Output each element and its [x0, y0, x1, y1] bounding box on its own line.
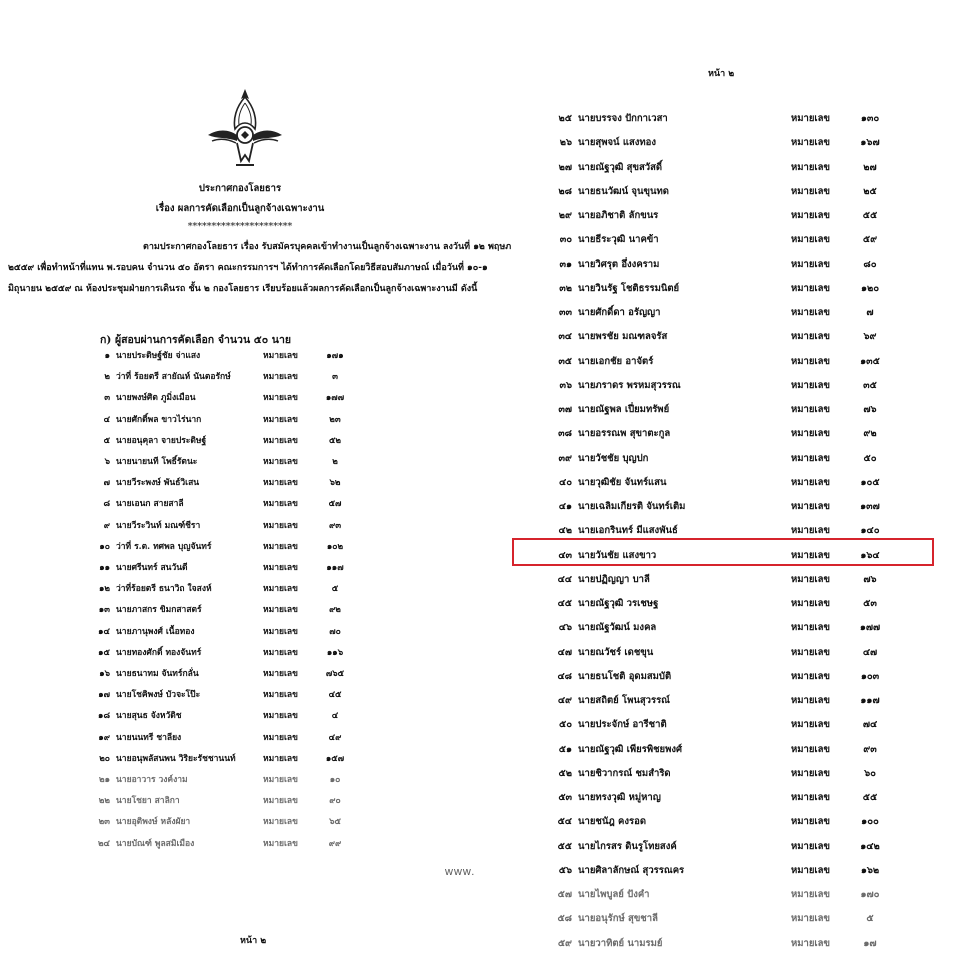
row-number: ๑๑: [99, 563, 110, 573]
position-label: หมายเลข: [791, 331, 830, 343]
candidate-name: นายอนุคุลา จายประดิษฐ์: [116, 435, 207, 446]
position-label: หมายเลข: [263, 838, 298, 849]
position-label: หมายเลข: [791, 258, 830, 270]
position-label: หมายเลข: [263, 563, 298, 573]
candidate-name: นายอรรณพ สุขาตะกูล: [578, 428, 671, 440]
order-number: ๑๓๐: [860, 113, 880, 124]
candidate-name: นายภราดร พรหมสุวรรณ: [578, 379, 681, 391]
garuda-emblem-icon: [200, 85, 290, 175]
position-label: หมายเลข: [791, 646, 830, 658]
position-label: หมายเลข: [263, 690, 298, 701]
position-label: หมายเลข: [791, 355, 830, 367]
candidate-name: นายวุฒิชัย จันทร์แสน: [578, 476, 667, 488]
row-number: ๔๒: [558, 525, 572, 537]
position-label: หมายเลข: [791, 404, 830, 415]
page-number-left: หน้า ๒: [240, 936, 267, 946]
row-number: ๓๐: [559, 234, 572, 246]
order-number: ๕๕: [862, 210, 878, 221]
order-number: ๖๕: [329, 817, 341, 828]
candidate-name: นายเอกรินทร์ มีแสงพันธ์: [578, 525, 678, 537]
row-number: ๕๗: [557, 889, 572, 900]
candidate-name: ว่าที่ ร้อยตรี สายัณห์ นันตอรักษ์: [116, 372, 231, 383]
candidate-name: นายประจักษ์ อารีชาติ: [578, 719, 667, 731]
position-label: หมายเลข: [263, 605, 298, 616]
position-label: หมายเลข: [263, 435, 298, 446]
order-number: ๙๓: [863, 743, 877, 755]
order-number: ๑๐๓: [860, 670, 880, 682]
order-number: ๔๗: [862, 646, 878, 658]
position-label: หมายเลข: [791, 549, 830, 561]
position-label: หมายเลข: [791, 719, 830, 731]
candidate-name: นายสุนธ จังหวัดิช: [116, 711, 182, 722]
candidate-name: นายธนวัฒน์ จุนขุนทด: [578, 185, 669, 197]
candidate-name: นายอาวาร วงค์งาม: [116, 775, 188, 785]
candidate-name: นายบรรจง ปักกาเวสา: [578, 113, 668, 124]
position-label: หมายเลข: [791, 452, 830, 464]
order-number: ๙๒: [329, 605, 341, 616]
order-number: ๙๐: [329, 796, 341, 807]
row-number: ๗: [103, 478, 110, 489]
position-label: หมายเลข: [263, 351, 298, 361]
position-label: หมายเลข: [791, 913, 830, 925]
order-number: ๑๑๗: [326, 563, 344, 573]
candidate-name: นายโชยา สาลิกา: [116, 796, 180, 807]
position-label: หมายเลข: [263, 753, 298, 764]
intro-line-3: มิถุนายน ๒๕๕๙ ณ ห้องประชุมฝ่ายการเดินรถ ชั้น ๒ กองโลยธาร เรียบร้อยแล้วผลการคัดเลือกเป็นลูกจ้างเฉพาะงานมี ดังนี้: [8, 284, 478, 294]
order-number: ๑๐: [329, 775, 341, 785]
candidate-name: นายวีระวินท์ มณฑ์ชีรา: [116, 520, 201, 531]
candidate-name: นายภาสกร ขิมกสาสตร์: [116, 605, 202, 616]
row-number: ๑๘: [98, 711, 110, 722]
row-number: ๔๑: [558, 501, 572, 512]
candidate-name: นายนนทรี ชาลียง: [116, 732, 182, 743]
position-label: หมายเลข: [791, 137, 830, 149]
order-number: ๑๐๒: [326, 541, 344, 552]
row-number: ๒๓: [98, 817, 110, 828]
row-number: ๓: [104, 393, 110, 404]
row-number: ๕๑: [558, 743, 572, 755]
position-label: หมายเลข: [263, 584, 298, 595]
row-number: ๑๕: [98, 647, 110, 658]
order-number: ๕๕: [862, 792, 878, 803]
row-number: ๔๗: [557, 646, 572, 658]
candidate-name: นายเอนก สายสาลี: [116, 499, 184, 510]
order-number: ๕๐: [863, 452, 877, 464]
candidate-name: นายวินรัฐ โชติธรรมนิตย์: [578, 282, 680, 294]
separator-stars: **********************: [187, 221, 293, 232]
row-number: ๒๔: [97, 838, 110, 849]
order-number: ๗๖: [863, 573, 877, 585]
candidate-name: นายวีระพงษ์ พันธ์วิเสน: [116, 478, 200, 489]
position-label: หมายเลข: [791, 379, 830, 391]
row-number: ๙: [103, 520, 110, 531]
candidate-name: นายทรงวุฒิ หมู่หาญ: [578, 792, 661, 803]
candidate-name: นายโชคิพงษ์ บัวจะโป๊ะ: [116, 690, 201, 701]
order-number: ๑๗๗: [325, 393, 345, 404]
position-label: หมายเลข: [263, 499, 298, 510]
right-page: [500, 0, 960, 960]
row-number: ๕๖: [558, 864, 572, 876]
row-number: ๔๓: [558, 549, 572, 561]
position-label: หมายเลข: [791, 185, 830, 197]
order-number: ๙๒: [863, 428, 877, 440]
order-number: ๔: [331, 711, 339, 722]
order-number: ๑๕๗: [325, 753, 345, 764]
position-label: หมายเลข: [263, 393, 298, 404]
row-number: ๑๓: [98, 605, 110, 616]
row-number: ๕๙: [557, 937, 572, 949]
row-number: ๓๓: [559, 307, 572, 318]
order-number: ๗๐: [329, 626, 341, 637]
position-label: หมายเลข: [791, 573, 830, 585]
row-number: ๒๐: [99, 753, 110, 764]
order-number: ๑๐๕: [860, 476, 880, 488]
order-number: ๑๖๒: [860, 864, 880, 876]
order-number: ๗๖๕: [325, 669, 345, 679]
row-number: ๘: [103, 499, 110, 510]
position-label: หมายเลข: [791, 937, 830, 949]
order-number: ๑๗: [863, 937, 877, 949]
order-number: ๗๔: [862, 719, 878, 731]
row-number: ๑๔: [98, 626, 110, 637]
row-number: ๓๗: [558, 404, 572, 415]
candidate-name: นายไพบูลย์ ปังคำ: [578, 889, 650, 900]
row-number: ๓๔: [558, 331, 572, 343]
candidate-name: นายวาทิตย์ นามรมย์: [578, 937, 663, 949]
candidate-name: นายสุพจน์ แสงทอง: [578, 137, 656, 149]
order-number: ๓: [332, 372, 338, 383]
position-label: หมายเลข: [791, 816, 830, 828]
position-label: หมายเลข: [791, 476, 830, 488]
order-number: ๑๔๒: [860, 840, 880, 852]
candidate-name: นายธีระวุฒิ นาคข้า: [578, 234, 659, 246]
order-number: ๖๐: [864, 767, 876, 779]
row-number: ๓๙: [558, 452, 572, 464]
row-number: ๕: [103, 435, 110, 446]
position-label: หมายเลข: [791, 695, 830, 706]
candidate-name: นายธนโชติ อุดมสมบัติ: [578, 670, 672, 682]
candidate-name: นายปฏิญญา บาลี: [578, 573, 650, 585]
candidate-name: นายนายนที โพธิ์รัตนะ: [116, 457, 198, 467]
page-number-right: หน้า ๒: [708, 69, 735, 79]
candidate-name: ว่าที่ร้อยตรี ธนาวิถ ใจสงห์: [116, 584, 212, 595]
candidate-name: นายอนุรักษ์ สุขชาลี: [578, 913, 658, 925]
position-label: หมายเลข: [263, 414, 298, 425]
order-number: ๑๖๗: [860, 137, 880, 149]
row-number: ๒๑: [99, 775, 110, 785]
order-number: ๑๑๖: [326, 647, 344, 658]
position-label: หมายเลข: [791, 210, 830, 221]
candidate-name: นายณัฐวัฒน์ มงคล: [578, 622, 657, 634]
position-label: หมายเลข: [791, 161, 830, 173]
position-label: หมายเลข: [263, 669, 298, 679]
order-number: ๑๒๐: [860, 282, 880, 294]
candidate-name: นายเอกชัย อาจัตร์: [578, 355, 654, 367]
order-number: ๕: [331, 584, 339, 595]
row-number: ๔๔: [557, 573, 572, 585]
candidate-name: นายพงษ์ศิต ภูมิ่งเมือน: [116, 393, 196, 404]
order-number: ๑๗๗: [859, 622, 881, 634]
row-number: ๔๕: [557, 598, 572, 609]
order-number: ๗: [866, 307, 874, 318]
position-label: หมายเลข: [791, 840, 830, 852]
candidate-name: นายชนัฎ คงรอด: [578, 816, 646, 828]
candidate-name: นายประดิษฐ์ชัย จ่าแสง: [116, 351, 201, 361]
position-label: หมายเลข: [791, 767, 830, 779]
row-number: ๒๖: [559, 137, 572, 149]
candidate-name: นายศักดิ์ดา อรัญญา: [578, 307, 661, 318]
row-number: ๒: [104, 372, 110, 383]
position-label: หมายเลข: [791, 501, 830, 512]
row-number: ๓๖: [559, 379, 572, 391]
highlighted-row-box: [512, 538, 934, 566]
order-number: ๒๓: [329, 414, 341, 425]
order-number: ๑๗๑: [326, 351, 344, 361]
row-number: ๕๕: [557, 840, 572, 852]
order-number: ๑๐๐: [861, 816, 879, 828]
position-label: หมายเลข: [791, 525, 830, 537]
row-number: ๒๗: [558, 161, 572, 173]
row-number: ๑๙: [98, 732, 110, 743]
candidate-name: นายพรชัย มณฑลจรัส: [578, 331, 668, 343]
position-label: หมายเลข: [791, 889, 830, 900]
candidate-name: นายศรีนทร์ สนวันดี: [116, 563, 188, 573]
row-number: ๔: [103, 414, 110, 425]
row-number: ๓๘: [558, 428, 572, 440]
candidate-name: นายวิศรุต อึ่งงคราม: [578, 258, 660, 270]
position-label: หมายเลข: [263, 626, 298, 637]
row-number: ๒๕: [558, 113, 572, 124]
row-number: ๕๓: [558, 792, 572, 803]
document-subject: เรื่อง ผลการคัดเลือกเป็นลูกจ้างเฉพาะงาน: [155, 203, 325, 214]
position-label: หมายเลข: [791, 428, 830, 440]
row-number: ๓๑: [559, 258, 572, 270]
row-number: ๑๒: [99, 584, 110, 595]
row-number: ๓๕: [558, 355, 572, 367]
position-label: หมายเลข: [791, 113, 830, 124]
candidate-name: นายศักดิ์พล ขาวไร่นาก: [116, 414, 202, 425]
candidate-name: นายไกรสร ดินรูโทยสงค์: [578, 840, 677, 852]
intro-line-2: ๒๕๕๙ เพื่อทำหน้าที่แทน พ.รอบคน จำนวน ๕๐ อัตรา คณะกรรมการฯ ได้ทำการคัดเลือกโดยวิธีสอบสัมภาษณ์ เมื่อวันที่ ๑๐-๑: [8, 263, 488, 273]
order-number: ๕๓: [863, 598, 877, 609]
candidate-name: นายอุติพงษ์ หลังผัยา: [116, 817, 191, 828]
position-label: หมายเลข: [263, 711, 298, 722]
row-number: ๔๘: [557, 670, 572, 682]
order-number: ๑๔๐: [860, 525, 880, 537]
candidate-name: นายเฉลิมเกียรติ จันทร์เติม: [578, 501, 686, 512]
row-number: ๕๔: [557, 816, 572, 828]
position-label: หมายเลข: [263, 372, 298, 383]
candidate-name: นายวัชชัย บุญปก: [578, 452, 649, 464]
row-number: ๒๙: [558, 210, 572, 221]
position-label: หมายเลข: [263, 520, 298, 531]
candidate-name: นายณัฐวุฒิ สุขสวัสดิ์: [578, 161, 663, 173]
row-number: ๒๘: [558, 185, 572, 197]
position-label: หมายเลข: [791, 598, 830, 609]
document-org-title: ประกาศกองโลยธาร: [198, 183, 282, 194]
candidate-name: นายณัฐวุฒิ วรเชษฐ: [578, 598, 659, 609]
intro-line-1: ตามประกาศกองโลยธาร เรื่อง รับสมัครบุคคลเข้าทำงานเป็นลูกจ้างเฉพาะงาน ลงวันที่ ๑๒ พฤษภ: [143, 242, 512, 252]
position-label: หมายเลข: [791, 743, 830, 755]
candidate-name: นายศิลาลักษณ์ สุวรรณคร: [578, 864, 685, 876]
section-title: ก) ผู้สอบผ่านการคัดเลือก จำนวน ๕๐ นาย: [100, 334, 292, 346]
candidate-name: นายทองศักดิ์ ทองจันทร์: [116, 647, 202, 658]
order-number: ๒: [332, 457, 338, 467]
position-label: หมายเลข: [263, 817, 298, 828]
order-number: ๕: [866, 913, 874, 925]
row-number: ๖: [104, 457, 110, 467]
order-number: ๘๐: [863, 258, 877, 270]
candidate-name: นายณัฐวุฒิ เพียรพิชยพงศ์: [578, 743, 683, 755]
candidate-name: นายธนาทม จันทร์กลั่น: [116, 669, 199, 679]
order-number: ๑๓๕: [860, 355, 880, 367]
order-number: ๒๕: [863, 185, 877, 197]
order-number: ๓๕: [863, 379, 877, 391]
candidate-name: นายสถิตย์ โพนสุวรรณ์: [578, 695, 670, 706]
position-label: หมายเลข: [263, 457, 298, 467]
order-number: ๑๖๔: [860, 549, 880, 561]
row-number: ๔๐: [559, 476, 572, 488]
position-label: หมายเลข: [263, 541, 298, 552]
row-number: ๒๒: [98, 796, 110, 807]
position-label: หมายเลข: [263, 775, 298, 785]
row-number: ๑๖: [99, 669, 110, 679]
row-number: ๑: [104, 351, 110, 361]
order-number: ๑๑๗: [860, 695, 880, 706]
order-number: ๒๗: [863, 161, 877, 173]
order-number: ๙๓: [328, 520, 342, 531]
position-label: หมายเลข: [263, 478, 298, 489]
order-number: ๕๒: [328, 435, 342, 446]
row-number: ๔๙: [557, 695, 572, 706]
candidate-name: นายณัฐพล เปี่ยมทรัพย์: [578, 404, 670, 415]
row-number: ๕๒: [558, 767, 572, 779]
candidate-name: นายชิวากรณ์ ชมสำริด: [578, 767, 671, 779]
order-number: ๑๗๐: [860, 889, 880, 900]
order-number: ๕๙: [862, 234, 878, 246]
position-label: หมายเลข: [791, 282, 830, 294]
row-number: ๑๗: [98, 690, 110, 701]
row-number: ๕๐: [559, 719, 572, 731]
order-number: ๖๙: [863, 331, 877, 343]
row-number: ๕๘: [557, 913, 572, 925]
watermark-text: www.: [445, 866, 476, 878]
candidate-name: นายอนุพลัสนพน วิริยะรัชชานนท์: [116, 753, 236, 764]
order-number: ๔๕: [328, 690, 342, 701]
position-label: หมายเลข: [791, 864, 830, 876]
candidate-name: นายวันชัย แสงขาว: [578, 549, 657, 561]
position-label: หมายเลข: [263, 647, 298, 658]
order-number: ๗๖: [863, 404, 877, 415]
position-label: หมายเลข: [791, 670, 830, 682]
candidate-name: ว่าที่ ร.ต. ทศพล บุญจันทร์: [116, 541, 212, 552]
candidate-name: นายภานุพงศ์ เนื้อทอง: [116, 626, 195, 637]
order-number: ๕๗: [328, 499, 342, 510]
order-number: ๔๙: [328, 732, 342, 743]
row-number: ๑๐: [99, 541, 110, 552]
position-label: หมายเลข: [263, 796, 298, 807]
candidate-name: นายอภิชาติ ลักขนร: [578, 210, 659, 221]
order-number: ๙๙: [328, 838, 342, 849]
position-label: หมายเลข: [791, 307, 830, 318]
order-number: ๑๓๗: [860, 501, 880, 512]
row-number: ๓๒: [559, 282, 572, 294]
candidate-name: นายณวัชร์ เดชขุน: [578, 646, 654, 658]
position-label: หมายเลข: [263, 732, 298, 743]
position-label: หมายเลข: [791, 234, 830, 246]
candidate-name: นายบัณฑ์ พูลสมิเมือง: [116, 838, 195, 849]
position-label: หมายเลข: [791, 622, 830, 634]
order-number: ๖๒: [329, 478, 341, 489]
row-number: ๔๖: [558, 622, 572, 634]
position-label: หมายเลข: [791, 792, 830, 803]
